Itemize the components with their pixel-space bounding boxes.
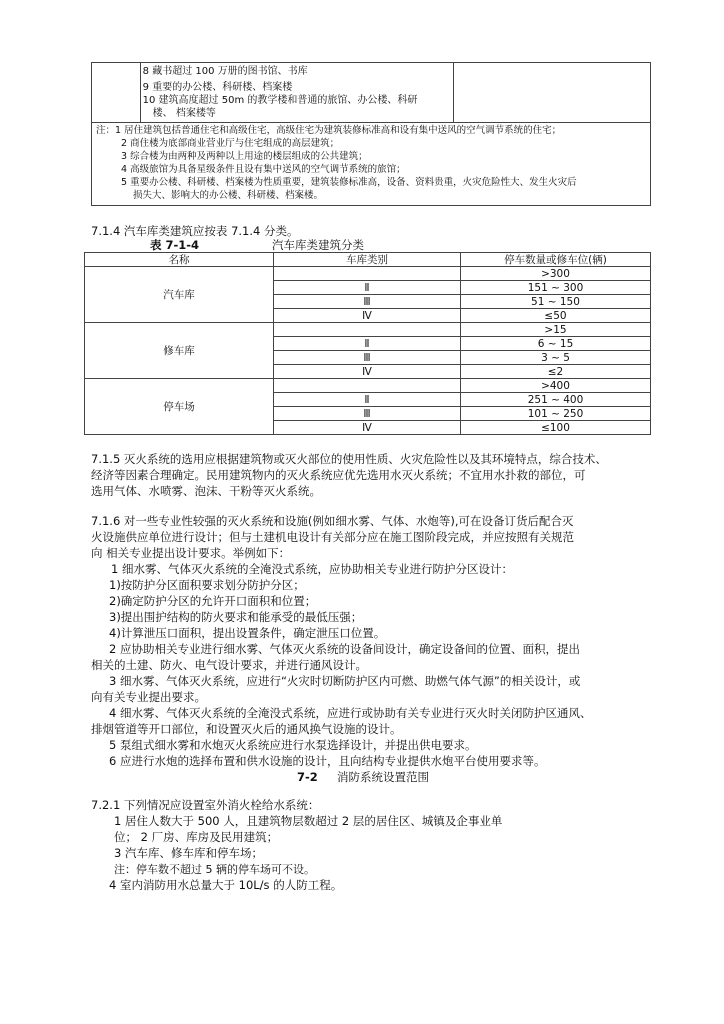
class-cell: Ⅱ [274,393,461,407]
note-line: 损失大、影响大的办公楼、科研楼、档案楼。 [133,190,324,201]
class-cell: Ⅳ [274,309,461,323]
paragraph-7-2-1-item: 1 居住人数大于 500 人，且建筑物层数超过 2 层的居住区、城镇及企事业单 [114,814,503,828]
paragraph-7-1-5-line: 选用气体、水喷雾、泡沫、干粉等灭火系统。 [91,484,321,498]
note-line: 2 商住楼为底部商业营业厅与住宅组成的高层建筑； [121,138,340,149]
section-title: 消防系统设置范围 [337,770,429,784]
class-cell: Ⅱ [274,281,461,295]
paragraph-7-1-6-line: 向有关专业提出要求。 [91,690,206,704]
paragraph-7-1-5-line: 7.1.5 灭火系统的选用应根据建筑物或灭火部位的使用性质、火灾危险性以及其环境特点，综合技术、 [91,452,607,466]
section-number: 7-2 [297,770,318,784]
table-cell [92,63,141,123]
table-header-row [85,253,651,267]
paragraph-7-1-6-subitem: 2)确定防护分区的允许开口面积和位置； [109,594,317,608]
table-cell-list [140,63,454,123]
paragraph-7-1-6-line: 火设施供应单位进行设计；但与土建机电设计有关部分应在施工图阶段完成，并应按照有关规范 [91,530,574,544]
note-line: 5 重要办公楼、科研楼、档案楼为性质重要，建筑装修标准高，设备、资料贵重，火灾危险性大、发生火灾后 [121,177,577,188]
count-cell: ≤100 [461,421,651,435]
count-cell: >300 [461,267,651,281]
table-cell [454,63,651,123]
building-classification-table-continued [91,62,651,206]
paragraph-7-2-1-item: 3 汽车库、修车库和停车场； [114,846,263,860]
count-cell: 3 ~ 5 [461,351,651,365]
class-cell: Ⅲ [274,351,461,365]
note-line: 3 综合楼为由两种及两种以上用途的楼层组成的公共建筑； [121,151,368,162]
class-cell [274,267,461,281]
count-cell: 101 ~ 250 [461,407,651,421]
paragraph-7-1-6-item: 6 应进行水炮的选择布置和供水设施的设计，且向结构专业提供水炮平台使用要求等。 [109,754,546,768]
paragraph-7-1-6-item: 4 细水雾、气体灭火系统的全淹没式系统，应进行或协助有关专业进行灭火时关闭防护区通风、 [109,706,592,720]
count-cell: >400 [461,379,651,393]
paragraph-7-1-6-line: 排烟管道等开口部位，和设置灭火后的通风换气设施的设计。 [91,722,402,736]
class-cell: Ⅲ [274,407,461,421]
group-name-cell: 汽车库 [85,267,274,323]
paragraph-7-1-6-item: 3 细水雾、气体灭火系统，应进行“火灾时切断防护区内可燃、助燃气体气源”的相关设计，或 [109,674,581,688]
header-cell: 车库类别 [274,253,461,267]
class-cell [274,379,461,393]
list-item: 10 建筑高度超过 50m 的教学楼和普通的旅馆、办公楼、科研 [142,95,418,106]
paragraph-7-1-6-item: 2 应协助相关专业进行细水雾、气体灭火系统的设备间设计，确定设备间的位置、面积，提出 [109,642,580,656]
paragraph-7-1-6-subitem: 3)提出围护结构的防火要求和能承受的最低压强； [109,610,363,624]
paragraph-7-1-6-item: 1 细水雾、气体灭火系统的全淹没式系统，应协助相关专业进行防护分区设计： [111,562,513,576]
paragraph-7-2-1-item: 位； 2 厂房、库房及民用建筑； [114,830,279,844]
paragraph-7-2-1-note: 注：停车数不超过 5 辆的停车场可不设。 [114,863,315,876]
count-cell: ≤2 [461,365,651,379]
table-row [85,379,651,393]
paragraph-7-1-4: 7.1.4 汽车库类建筑应按表 7.1.4 分类。 [91,224,299,238]
class-cell: Ⅲ [274,295,461,309]
count-cell: >15 [461,323,651,337]
paragraph-7-1-6-item: 5 泵组式细水雾和水炮灭火系统应进行水泵选择设计，并提出供电要求。 [109,738,477,752]
note-line: 4 高级旅馆为具备星级条件且设有集中送风的空气调节系统的旅馆； [121,164,406,175]
class-cell [274,323,461,337]
class-cell: Ⅳ [274,421,461,435]
note-line: 注：1 居住建筑包括普通住宅和高级住宅，高级住宅为建筑装修标准高和设有集中送风的空气调节系统的住宅； [96,125,562,136]
paragraph-7-1-6-subitem: 1)按防护分区面积要求划分防护分区； [109,578,305,592]
paragraph-7-2-1: 7.2.1 下列情况应设置室外消火栓给水系统： [91,798,320,812]
count-cell: 151 ~ 300 [461,281,651,295]
group-name-cell: 停车场 [85,379,274,435]
list-item: 9 重要的办公楼、科研楼、档案楼 [142,82,293,93]
table-row [85,323,651,337]
paragraph-7-1-5-line: 经济等因素合理确定。民用建筑物内的灭火系统应优先选用水灭火系统；不宜用水扑救的部位，可 [91,468,586,482]
paragraph-7-1-6-line: 向 相关专业提出设计要求。举例如下： [91,546,291,560]
garage-classification-table [84,252,651,435]
paragraph-7-1-6-line: 相关的土建、防火、电气设计要求，并进行通风设计。 [91,658,367,672]
list-item: 8 藏书超过 100 万册的图书馆、书库 [142,66,308,77]
count-cell: 51 ~ 150 [461,295,651,309]
list-item: 楼、 档案楼等 [152,108,216,119]
class-cell: Ⅳ [274,365,461,379]
paragraph-7-1-6-line: 7.1.6 对一些专业性较强的灭火系统和设施(例如细水雾、气体、水炮等),可在设备订货后配合灭 [91,514,574,528]
table-title: 汽车库类建筑分类 [272,238,364,252]
count-cell: ≤50 [461,309,651,323]
header-cell: 停车数量或修车位(辆) [461,253,651,267]
count-cell: 6 ~ 15 [461,337,651,351]
paragraph-7-1-6-subitem: 4)计算泄压口面积，提出设置条件，确定泄压口位置。 [109,626,386,640]
class-cell: Ⅱ [274,337,461,351]
table-notes [92,123,651,206]
header-cell: 名称 [85,253,274,267]
group-name-cell: 修车库 [85,323,274,379]
table-number: 表 7-1-4 [150,238,200,252]
paragraph-7-2-1-item: 4 室内消防用水总量大于 10L/s 的人防工程。 [109,878,343,892]
count-cell: 251 ~ 400 [461,393,651,407]
table-row [85,267,651,281]
